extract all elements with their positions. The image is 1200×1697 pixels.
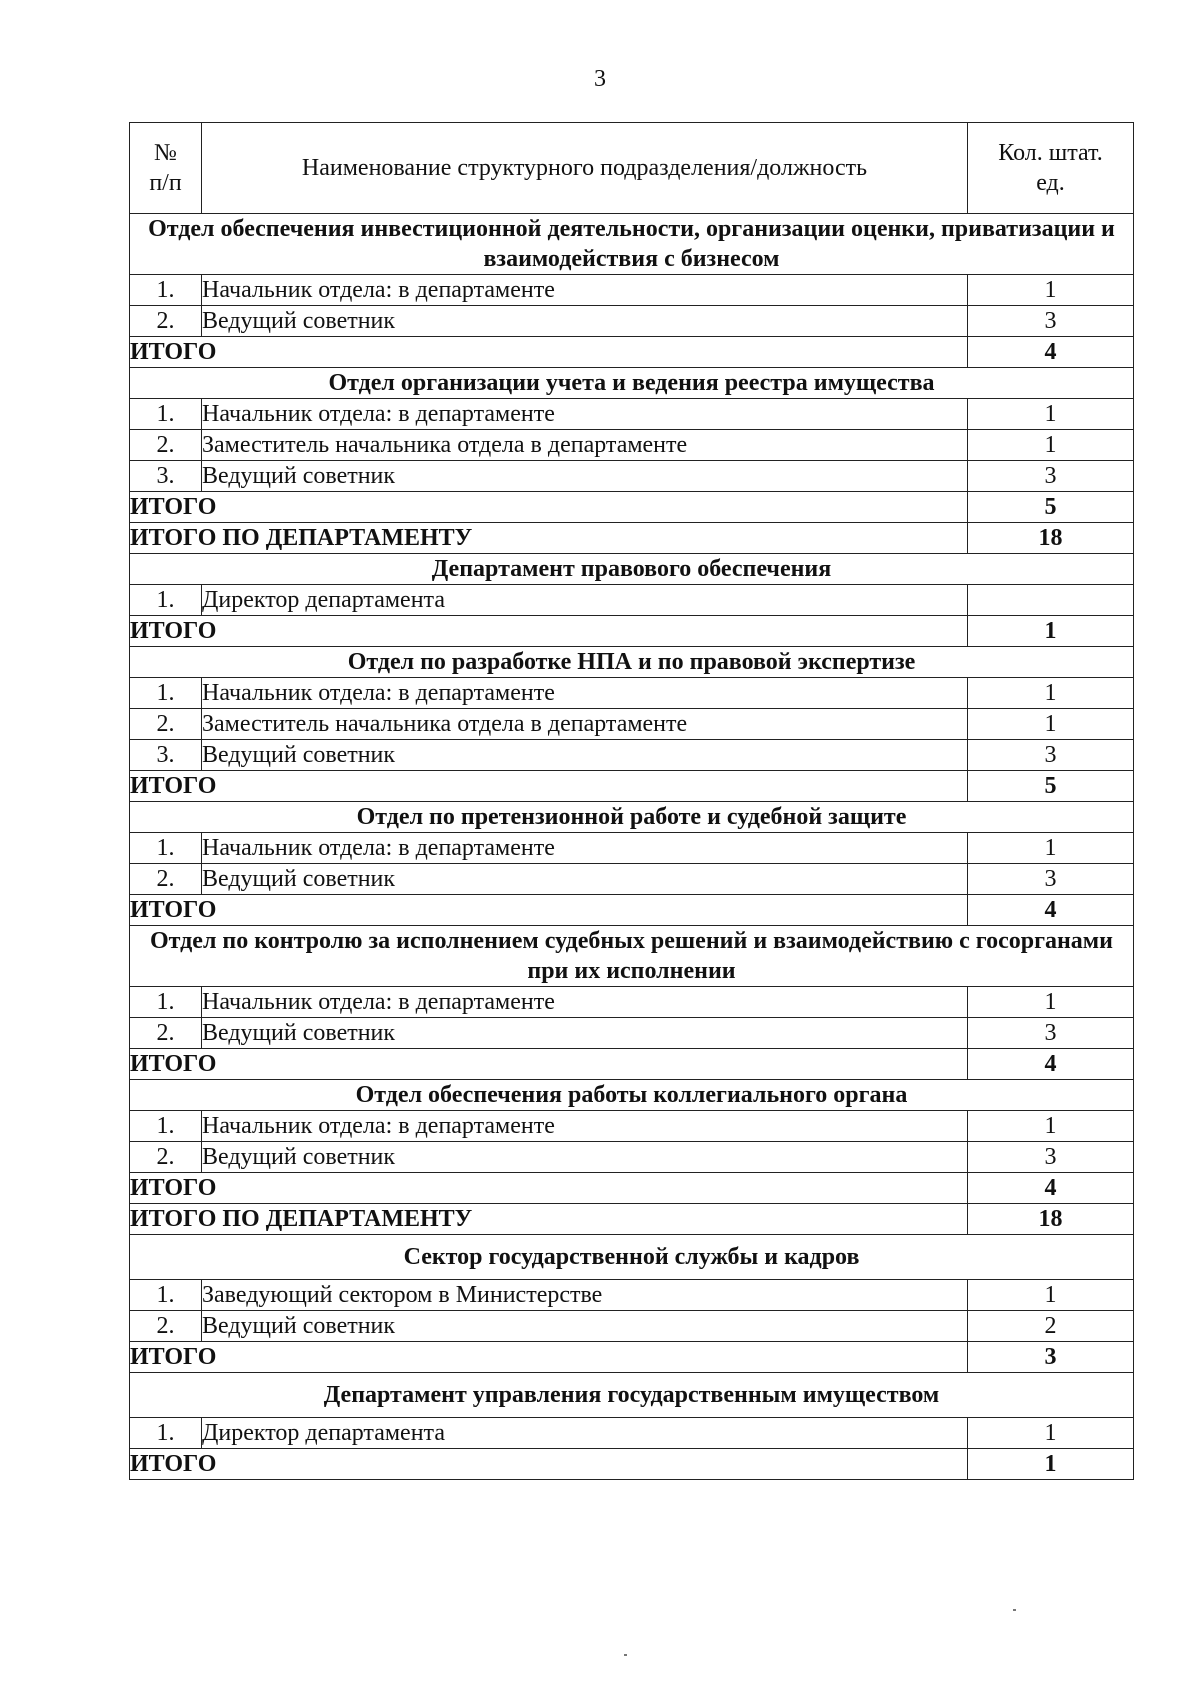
row-number: 1. (130, 585, 202, 616)
total-row (130, 523, 1134, 554)
header-number (130, 123, 202, 214)
table-row (130, 1111, 1134, 1142)
total-label: ИТОГО (130, 895, 968, 926)
total-label: ИТОГО (130, 1173, 968, 1204)
position-name: Ведущий советник (202, 1311, 968, 1342)
scan-speck (1013, 1609, 1016, 1611)
table-row (130, 1142, 1134, 1173)
row-number: 2. (130, 306, 202, 337)
table-row (130, 1311, 1134, 1342)
total-count: 5 (968, 492, 1134, 523)
total-row (130, 1049, 1134, 1080)
position-name: Начальник отдела: в департаменте (202, 833, 968, 864)
position-name: Ведущий советник (202, 1018, 968, 1049)
total-label: ИТОГО (130, 616, 968, 647)
row-number: 3. (130, 461, 202, 492)
staff-count: 1 (968, 399, 1134, 430)
position-name: Начальник отдела: в департаменте (202, 987, 968, 1018)
table-row (130, 864, 1134, 895)
table-row (130, 275, 1134, 306)
table-row (130, 1018, 1134, 1049)
table-row (130, 678, 1134, 709)
total-count: 4 (968, 1049, 1134, 1080)
total-label: ИТОГО (130, 492, 968, 523)
staff-count: 1 (968, 1111, 1134, 1142)
total-count: 1 (968, 1449, 1134, 1480)
scan-speck (624, 1654, 627, 1656)
staff-count: 3 (968, 461, 1134, 492)
position-name: Ведущий советник (202, 461, 968, 492)
total-count: 18 (968, 1204, 1134, 1235)
staff-count: 3 (968, 740, 1134, 771)
total-label: ИТОГО (130, 1049, 968, 1080)
section-row (130, 368, 1134, 399)
row-number: 2. (130, 709, 202, 740)
staff-table (129, 122, 1134, 1480)
row-number: 1. (130, 1280, 202, 1311)
section-row (130, 647, 1134, 678)
row-number: 1. (130, 275, 202, 306)
section-row (130, 554, 1134, 585)
table-row (130, 306, 1134, 337)
section-title: Отдел по разработке НПА и по правовой экспертизе (130, 647, 1134, 678)
header-count (968, 123, 1134, 214)
section-row (130, 1080, 1134, 1111)
section-title: Отдел по контролю за исполнением судебных решений и взаимодействию с госорганами при их исполнении (130, 926, 1134, 987)
total-label: ИТОГО (130, 771, 968, 802)
total-count: 4 (968, 1173, 1134, 1204)
position-name: Начальник отдела: в департаменте (202, 1111, 968, 1142)
total-count: 5 (968, 771, 1134, 802)
total-count: 1 (968, 616, 1134, 647)
position-name: Заведующий сектором в Министерстве (202, 1280, 968, 1311)
staff-count: 1 (968, 709, 1134, 740)
staff-count: 3 (968, 1018, 1134, 1049)
header-number-line2: п/п (149, 170, 182, 196)
position-name: Начальник отдела: в департаменте (202, 399, 968, 430)
table-row (130, 740, 1134, 771)
row-number: 2. (130, 1018, 202, 1049)
row-number: 1. (130, 987, 202, 1018)
staff-count: 1 (968, 678, 1134, 709)
staff-count: 3 (968, 306, 1134, 337)
staff-count: 1 (968, 1418, 1134, 1449)
header-name: Наименование структурного подразделения/должность (202, 123, 968, 214)
total-row (130, 492, 1134, 523)
row-number: 3. (130, 740, 202, 771)
row-number: 2. (130, 1142, 202, 1173)
total-row (130, 1173, 1134, 1204)
position-name: Ведущий советник (202, 864, 968, 895)
section-title: Департамент управления государственным имуществом (130, 1373, 1134, 1418)
page-number: 3 (594, 66, 606, 92)
total-count: 4 (968, 337, 1134, 368)
row-number: 1. (130, 1111, 202, 1142)
total-label: ИТОГО ПО ДЕПАРТАМЕНТУ (130, 1204, 968, 1235)
staff-count: 3 (968, 1142, 1134, 1173)
table-row (130, 833, 1134, 864)
staff-count: 1 (968, 275, 1134, 306)
total-row (130, 1204, 1134, 1235)
table-row (130, 461, 1134, 492)
section-row (130, 926, 1134, 987)
position-name: Директор департамента (202, 585, 968, 616)
section-row (130, 802, 1134, 833)
staff-count: 3 (968, 864, 1134, 895)
total-label: ИТОГО (130, 1449, 968, 1480)
section-title: Департамент правового обеспечения (130, 554, 1134, 585)
section-title: Отдел по претензионной работе и судебной защите (130, 802, 1134, 833)
position-name: Заместитель начальника отдела в департаменте (202, 709, 968, 740)
row-number: 1. (130, 833, 202, 864)
total-row (130, 771, 1134, 802)
staff-count: 2 (968, 1311, 1134, 1342)
row-number: 2. (130, 430, 202, 461)
staff-count: 1 (968, 833, 1134, 864)
table-row (130, 585, 1134, 616)
staff-count (968, 585, 1134, 616)
header-count-line1: Кол. штат. (998, 140, 1103, 166)
total-count: 18 (968, 523, 1134, 554)
table-row (130, 1280, 1134, 1311)
section-row (130, 1235, 1134, 1280)
table-row (130, 709, 1134, 740)
staff-count: 1 (968, 987, 1134, 1018)
row-number: 2. (130, 864, 202, 895)
row-number: 2. (130, 1311, 202, 1342)
total-count: 4 (968, 895, 1134, 926)
total-row (130, 895, 1134, 926)
section-row (130, 214, 1134, 275)
table-header-row (130, 123, 1134, 214)
total-row (130, 337, 1134, 368)
section-row (130, 1373, 1134, 1418)
staff-count: 1 (968, 430, 1134, 461)
header-count-line2: ед. (1036, 170, 1065, 196)
section-title: Отдел обеспечения работы коллегиального органа (130, 1080, 1134, 1111)
total-row (130, 616, 1134, 647)
row-number: 1. (130, 399, 202, 430)
total-row (130, 1342, 1134, 1373)
table-row (130, 1418, 1134, 1449)
table-row (130, 987, 1134, 1018)
position-name: Начальник отдела: в департаменте (202, 275, 968, 306)
position-name: Ведущий советник (202, 306, 968, 337)
position-name: Директор департамента (202, 1418, 968, 1449)
total-label: ИТОГО ПО ДЕПАРТАМЕНТУ (130, 523, 968, 554)
row-number: 1. (130, 678, 202, 709)
total-row (130, 1449, 1134, 1480)
table-row (130, 399, 1134, 430)
header-number-line1: № (154, 140, 177, 166)
total-label: ИТОГО (130, 337, 968, 368)
section-title: Отдел обеспечения инвестиционной деятельности, организации оценки, приватизации и взаимодействия с бизнесом (130, 214, 1134, 275)
staff-count: 1 (968, 1280, 1134, 1311)
table-row (130, 430, 1134, 461)
position-name: Заместитель начальника отдела в департаменте (202, 430, 968, 461)
row-number: 1. (130, 1418, 202, 1449)
total-label: ИТОГО (130, 1342, 968, 1373)
position-name: Ведущий советник (202, 740, 968, 771)
position-name: Начальник отдела: в департаменте (202, 678, 968, 709)
total-count: 3 (968, 1342, 1134, 1373)
table-body (130, 214, 1134, 1480)
section-title: Сектор государственной службы и кадров (130, 1235, 1134, 1280)
section-title: Отдел организации учета и ведения реестра имущества (130, 368, 1134, 399)
position-name: Ведущий советник (202, 1142, 968, 1173)
